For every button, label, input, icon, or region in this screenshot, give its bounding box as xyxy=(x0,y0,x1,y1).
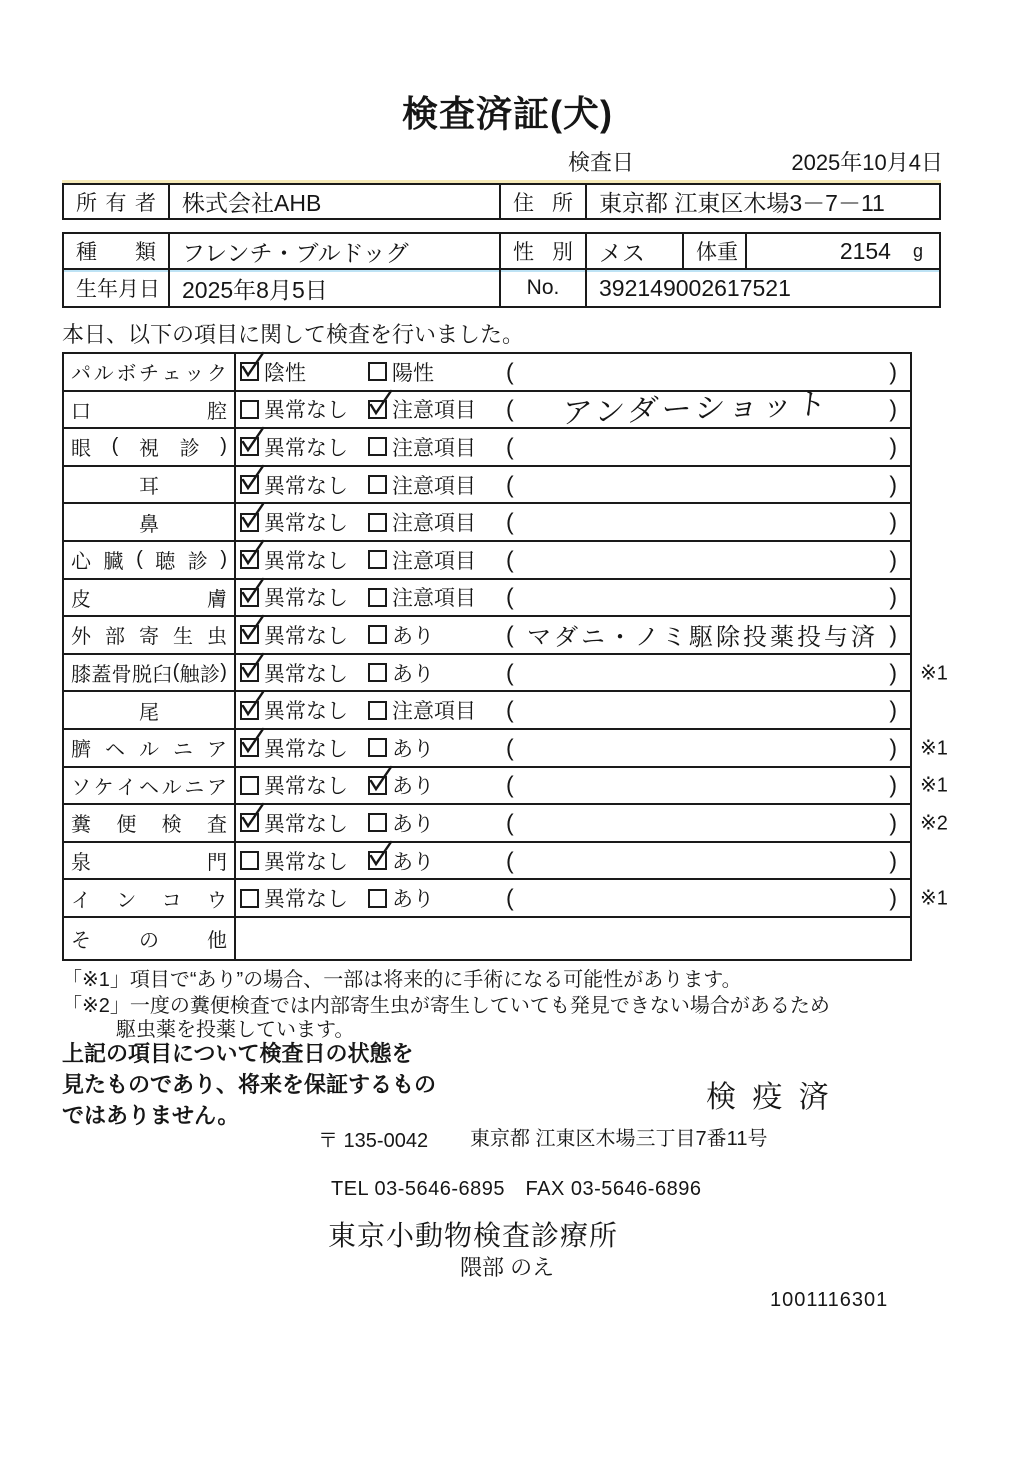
checkbox-icon xyxy=(368,738,387,757)
checkbox-icon xyxy=(368,813,387,832)
option-2 xyxy=(368,357,434,387)
checkbox-icon xyxy=(368,475,387,494)
checkbox-icon xyxy=(240,701,259,720)
checkbox-icon xyxy=(368,513,387,532)
checkmark-icon xyxy=(239,577,265,605)
checklist-item-content xyxy=(236,805,948,841)
option-2 xyxy=(368,470,476,500)
checklist-table xyxy=(62,352,948,961)
checkmark-icon xyxy=(239,502,265,530)
option-1-label: 異常なし xyxy=(264,775,348,799)
option-2-label: あり xyxy=(392,662,434,686)
option-1 xyxy=(240,695,348,725)
birth-date-value: 2025年8月5日 xyxy=(168,270,499,306)
weight-label: 体 重 xyxy=(682,234,745,268)
checklist-item-content xyxy=(236,655,948,691)
checkbox-icon xyxy=(368,663,387,682)
checklist-item-content xyxy=(236,692,910,728)
checklist-item-content xyxy=(236,467,910,503)
option-2-label: あり xyxy=(392,888,434,912)
checkmark-icon xyxy=(239,690,265,718)
postal-code: 〒 135-0042 xyxy=(318,1130,429,1152)
option-1 xyxy=(240,507,348,537)
quarantine-stamp: 検 疫 済 xyxy=(706,1081,833,1114)
intro-text: 本日、以下の項目に関して検査を行いました。 xyxy=(62,322,525,347)
checkbox-icon xyxy=(240,813,259,832)
paren-close: ) xyxy=(889,621,897,648)
checklist-row xyxy=(64,880,948,918)
checklist-item-content xyxy=(236,504,910,540)
checkbox-icon xyxy=(368,550,387,569)
checklist-item-label: 皮 膚 xyxy=(64,580,236,616)
option-1 xyxy=(240,770,348,800)
paren-open: ( xyxy=(506,884,514,911)
paren-open: ( xyxy=(506,358,514,385)
pet-row-1 xyxy=(64,234,939,270)
checklist-item-label: イ ン コ ウ xyxy=(64,880,236,916)
sex-label: 性 別 xyxy=(499,234,585,268)
option-1-label: 異常なし xyxy=(264,812,348,836)
footnote-2: 「※2」一度の糞便検査では内部寄生虫が寄生していても発見できない場合があるため xyxy=(62,995,830,1017)
option-1-label: 異常なし xyxy=(264,474,348,498)
checklist-item-content xyxy=(236,880,948,916)
paren-close: ) xyxy=(889,358,897,385)
option-2 xyxy=(368,846,434,876)
checkmark-icon xyxy=(367,840,393,868)
checkmark-icon xyxy=(239,351,265,379)
option-1-label: 異常なし xyxy=(264,587,348,611)
option-2-label: あり xyxy=(392,624,434,648)
paren-open: ( xyxy=(506,583,514,610)
option-1 xyxy=(240,883,348,913)
reference-note: ※2 xyxy=(920,812,948,835)
paren-open: ( xyxy=(506,659,514,686)
checklist-item-content xyxy=(236,388,910,431)
weight-value xyxy=(745,234,939,268)
checkmark-icon xyxy=(239,614,265,642)
paren-close: ) xyxy=(889,433,897,460)
option-2-label: 注意項目 xyxy=(392,549,476,573)
checkbox-icon xyxy=(240,588,259,607)
option-2-label: あり xyxy=(392,737,434,761)
checklist-item-label: 耳 xyxy=(64,467,236,503)
option-1-label: 異常なし xyxy=(264,662,348,686)
option-1-label: 異常なし xyxy=(264,624,348,648)
checklist-item-content xyxy=(236,580,910,616)
pet-row-2 xyxy=(64,270,939,306)
option-1 xyxy=(240,470,348,500)
option-2 xyxy=(368,545,476,575)
paren-close: ) xyxy=(889,546,897,573)
checklist-item-content xyxy=(236,429,910,465)
owner-table xyxy=(62,183,941,220)
weight-number: 2154 xyxy=(839,237,891,264)
checklist-row xyxy=(64,467,910,505)
option-1 xyxy=(240,733,348,763)
checklist-row xyxy=(64,805,948,843)
owner-address: 東京都 江東区木場3－7－11 xyxy=(585,185,939,218)
checkbox-icon xyxy=(240,663,259,682)
checklist-item-label: 眼 ( 視 診 ) xyxy=(64,429,236,465)
checkmark-icon xyxy=(239,426,265,454)
paren-annotation: マダニ・ノミ駆除投薬投与済 xyxy=(527,623,878,651)
breed-value: フレンチ・ブルドッグ xyxy=(168,234,499,268)
checkbox-icon xyxy=(368,437,387,456)
checklist-row xyxy=(64,504,910,542)
option-2-label: 注意項目 xyxy=(392,587,476,611)
checkbox-icon xyxy=(368,625,387,644)
paren-open: ( xyxy=(506,621,514,648)
checkbox-icon xyxy=(368,776,387,795)
checklist-item-label: 糞 便 検 査 xyxy=(64,805,236,841)
reference-note: ※1 xyxy=(920,887,948,910)
paren-close: ) xyxy=(889,583,897,610)
checklist-item-label: 外 部 寄 生 虫 xyxy=(64,617,236,653)
option-2 xyxy=(368,432,476,462)
checkbox-icon xyxy=(240,513,259,532)
checkbox-icon xyxy=(240,851,259,870)
option-2-label: あり xyxy=(392,812,434,836)
checkbox-icon xyxy=(240,738,259,757)
paren-close: ) xyxy=(889,734,897,761)
checklist-item-label: 心 臓 ( 聴 診 ) xyxy=(64,542,236,578)
option-2-label: 注意項目 xyxy=(392,436,476,460)
owner-name: 株式会社AHB xyxy=(168,185,499,218)
checkbox-icon xyxy=(240,437,259,456)
option-2-label: 注意項目 xyxy=(392,512,476,536)
paren-close: ) xyxy=(889,884,897,911)
checkbox-icon xyxy=(240,550,259,569)
checklist-row xyxy=(64,918,910,959)
paren-open: ( xyxy=(506,546,514,573)
clinic-name: 東京小動物検査診療所 xyxy=(328,1220,619,1251)
address-label: 住 所 xyxy=(499,185,585,218)
option-2-label: あり xyxy=(392,850,434,874)
checkmark-icon xyxy=(239,539,265,567)
checklist-row xyxy=(64,692,910,730)
checkbox-icon xyxy=(240,889,259,908)
option-2 xyxy=(368,507,476,537)
owner-label: 所 有 者 xyxy=(76,191,156,215)
option-2-label: 注意項目 xyxy=(392,700,476,724)
document-code: 1001116301 xyxy=(770,1289,889,1311)
checklist-row xyxy=(64,655,948,693)
option-2-label: あり xyxy=(392,775,434,799)
option-2 xyxy=(368,808,434,838)
checklist-row xyxy=(64,429,910,467)
option-1 xyxy=(240,846,348,876)
inspection-date-label: 検査日 xyxy=(568,150,635,175)
checklist-row xyxy=(64,730,948,768)
checkmark-icon xyxy=(239,727,265,755)
option-1-label: 異常なし xyxy=(264,436,348,460)
checkbox-icon xyxy=(368,362,387,381)
breed-label: 種 類 xyxy=(76,241,156,264)
option-1 xyxy=(240,658,348,688)
option-1 xyxy=(240,357,306,387)
option-2 xyxy=(368,770,434,800)
option-2 xyxy=(368,883,434,913)
option-1 xyxy=(240,808,348,838)
paren-close: ) xyxy=(889,659,897,686)
option-2 xyxy=(368,733,434,763)
option-2 xyxy=(368,394,476,424)
weight-unit: g xyxy=(912,240,923,261)
option-2-label: 注意項目 xyxy=(392,399,476,423)
option-2-label: 注意項目 xyxy=(392,474,476,498)
checkmark-icon xyxy=(367,389,393,417)
paren-close: ) xyxy=(889,395,897,422)
paren-open: ( xyxy=(506,508,514,535)
checkmark-icon xyxy=(239,464,265,492)
checkmark-icon xyxy=(239,652,265,680)
checkbox-icon xyxy=(240,776,259,795)
paren-close: ) xyxy=(889,847,897,874)
checkbox-icon xyxy=(240,475,259,494)
paren-open: ( xyxy=(506,395,514,422)
checklist-item-content xyxy=(236,542,910,578)
checklist-item-content xyxy=(236,918,910,959)
option-1-label: 異常なし xyxy=(264,888,348,912)
checklist-row xyxy=(64,843,910,881)
checkbox-icon xyxy=(368,588,387,607)
paren-open: ( xyxy=(506,696,514,723)
option-1-label: 異常なし xyxy=(264,737,348,761)
checklist-item-content xyxy=(236,843,910,879)
checklist-item-label: 臍 ヘ ル ニ ア xyxy=(64,730,236,766)
no-value: 392149002617521 xyxy=(585,270,939,306)
option-1 xyxy=(240,394,348,424)
checklist-row xyxy=(64,617,910,655)
option-1-label: 異常なし xyxy=(264,850,348,874)
option-1-label: 異常なし xyxy=(264,549,348,573)
inspection-date-value: 2025年10月4日 xyxy=(791,150,943,175)
disclaimer-line-3: ではありません。 xyxy=(62,1103,240,1128)
checklist-item-label: 泉 門 xyxy=(64,843,236,879)
checklist-item-label: 鼻 xyxy=(64,504,236,540)
paren-open: ( xyxy=(506,847,514,874)
option-2 xyxy=(368,658,434,688)
checklist-item-content xyxy=(236,730,948,766)
disclaimer-statement xyxy=(62,1038,436,1131)
checkbox-icon xyxy=(240,400,259,419)
option-2-label: 陽性 xyxy=(392,361,434,385)
tel-fax: TEL 03-5646-6895 FAX 03-5646-6896 xyxy=(331,1178,702,1200)
pet-table xyxy=(62,232,941,308)
checklist-item-label: 尾 xyxy=(64,692,236,728)
checkmark-icon xyxy=(367,765,393,793)
clinic-address: 東京都 江東区木場三丁目7番11号 xyxy=(470,1128,768,1150)
option-1-label: 陰性 xyxy=(264,361,306,385)
examiner-name: 隈部 のえ xyxy=(460,1255,555,1280)
checkbox-icon xyxy=(368,400,387,419)
paren-annotation: アンダーショット xyxy=(560,388,832,431)
option-1 xyxy=(240,582,348,612)
option-1 xyxy=(240,620,348,650)
sex-value: メス xyxy=(585,234,682,268)
option-1 xyxy=(240,545,348,575)
reference-note: ※1 xyxy=(920,662,948,685)
checklist-row xyxy=(64,580,910,618)
option-1-label: 異常なし xyxy=(264,512,348,536)
checklist-item-content xyxy=(236,768,948,804)
birth-date-label: 生 年 月 日 xyxy=(76,278,160,301)
checklist-item-content xyxy=(236,617,910,653)
paren-close: ) xyxy=(889,771,897,798)
option-1 xyxy=(240,432,348,462)
option-1-label: 異常なし xyxy=(264,399,348,423)
paren-close: ) xyxy=(889,471,897,498)
footnote-3: 駆虫薬を投薬しています。 xyxy=(116,1019,355,1041)
checklist-row xyxy=(64,388,910,431)
paren-close: ) xyxy=(889,508,897,535)
paren-close: ) xyxy=(889,809,897,836)
checklist-row xyxy=(64,768,948,806)
checklist-row xyxy=(64,542,910,580)
checkbox-icon xyxy=(368,889,387,908)
checklist-item-label: パ ル ボ チ ェ ッ ク xyxy=(64,354,236,390)
reference-note: ※1 xyxy=(920,774,948,797)
checkbox-icon xyxy=(240,362,259,381)
checklist-item-label: 口 腔 xyxy=(64,392,236,428)
paren-open: ( xyxy=(506,433,514,460)
checkbox-icon xyxy=(368,701,387,720)
disclaimer-line-1: 上記の項目について検査日の状態を xyxy=(62,1041,414,1066)
option-1-label: 異常なし xyxy=(264,700,348,724)
option-2 xyxy=(368,620,434,650)
footnote-1: 「※1」項目で“あり”の場合、一部は将来的に手術になる可能性があります。 xyxy=(62,969,742,991)
paren-open: ( xyxy=(506,471,514,498)
checklist-item-label: ソ ケ イ ヘ ル ニ ア xyxy=(64,768,236,804)
page-title: 検査済証(犬) xyxy=(402,93,613,134)
checkbox-icon xyxy=(368,851,387,870)
checkmark-icon xyxy=(239,802,265,830)
checklist-item-label: 膝 蓋 骨 脱 臼 ( 触 診 ) xyxy=(64,655,236,691)
option-2 xyxy=(368,695,476,725)
option-2 xyxy=(368,582,476,612)
disclaimer-line-2: 見たものであり、将来を保証するもの xyxy=(62,1072,437,1097)
paren-open: ( xyxy=(506,771,514,798)
reference-note: ※1 xyxy=(920,737,948,760)
paren-open: ( xyxy=(506,734,514,761)
paren-open: ( xyxy=(506,809,514,836)
checklist-item-label: そ の 他 xyxy=(64,918,236,959)
paren-close: ) xyxy=(889,696,897,723)
no-label: No. xyxy=(499,270,585,306)
checkbox-icon xyxy=(240,625,259,644)
